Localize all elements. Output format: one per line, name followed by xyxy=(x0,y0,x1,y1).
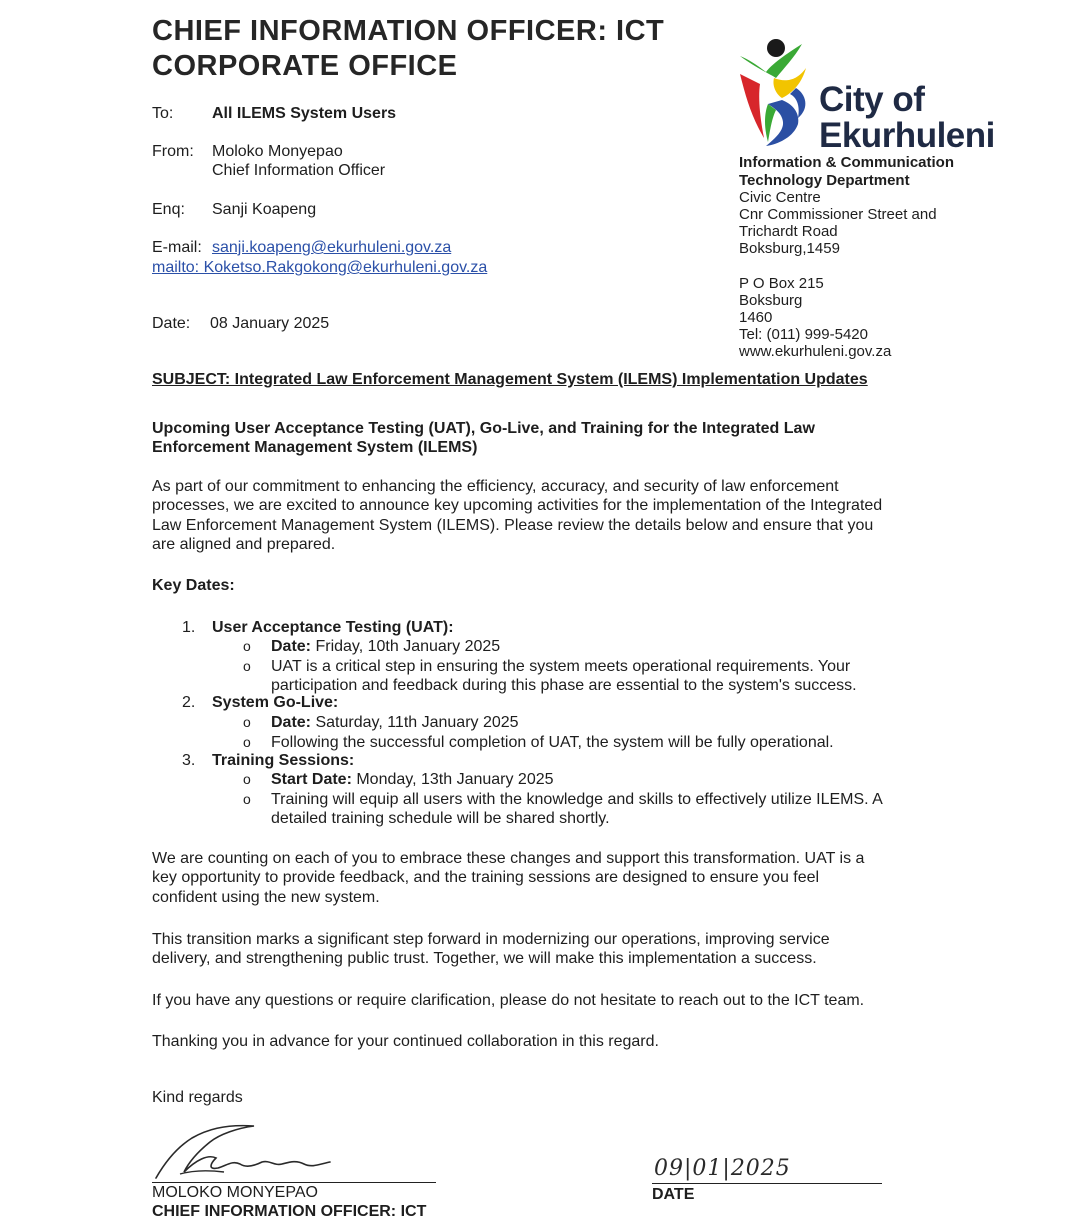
logo-text-ekurhuleni: Ekurhuleni xyxy=(819,116,995,155)
closing-paragraph-4: Thanking you in advance for your continued collaboration in this regard. xyxy=(152,1033,659,1050)
subject-line: SUBJECT: Integrated Law Enforcement Management System (ILEMS) Implementation Updates xyxy=(152,371,868,388)
to-label: To: xyxy=(152,105,174,122)
bullet-icon: o xyxy=(243,658,251,674)
mailto-link[interactable]: mailto: Koketso.Rakgokong@ekurhuleni.gov.za xyxy=(152,259,488,276)
address-line: Civic Centre xyxy=(739,189,821,206)
paragraph-line: Law Enforcement Management System (ILEMS). Please review the details below and ensure that you xyxy=(152,516,874,534)
department-line2: Technology Department xyxy=(739,172,910,189)
list-number: 2. xyxy=(182,694,196,711)
bullet-icon: o xyxy=(243,714,251,730)
date-caption: DATE xyxy=(652,1186,695,1203)
bullet-icon: o xyxy=(243,638,251,654)
paragraph-line: processes, we are excited to announce key upcoming activities for the implementation of the Integrated xyxy=(152,497,883,515)
intro-paragraph xyxy=(152,477,922,554)
enq-value: Sanji Koapeng xyxy=(212,201,317,218)
paragraph-line: are aligned and prepared. xyxy=(152,535,336,553)
logo-text-city-of: City of xyxy=(819,80,925,119)
list-item-note xyxy=(271,790,911,828)
to-value: All ILEMS System Users xyxy=(212,105,397,122)
department-line1: Information & Communication xyxy=(739,154,954,171)
handwritten-date: 09|01|2025 xyxy=(654,1156,791,1181)
postal-line: Boksburg xyxy=(739,292,803,309)
list-number: 1. xyxy=(182,619,196,636)
postal-line: 1460 xyxy=(739,309,773,326)
list-item-title: System Go-Live: xyxy=(212,694,339,711)
list-item-date xyxy=(271,770,911,789)
letterhead-title xyxy=(152,14,664,84)
closing-paragraph-2 xyxy=(152,930,922,969)
intro-heading-line1: Upcoming User Acceptance Testing (UAT), Go-Live, and Training for the Integrated Law xyxy=(152,420,815,437)
bullet-icon: o xyxy=(243,771,251,787)
list-item-title: Training Sessions: xyxy=(212,752,355,769)
date-label-bold: Date: xyxy=(271,714,312,731)
closing-paragraph-3: If you have any questions or require clarification, please do not hesitate to reach out to the ICT team. xyxy=(152,992,865,1009)
list-number: 3. xyxy=(182,752,196,769)
enq-label: Enq: xyxy=(152,201,185,218)
address-line: Boksburg,1459 xyxy=(739,240,840,257)
closing-paragraph-1 xyxy=(152,849,922,907)
note-line: Following the successful completion of UAT, the system will be fully operational. xyxy=(271,734,834,751)
paragraph-line: This transition marks a significant step forward in modernizing our operations, improving service xyxy=(152,931,830,948)
bullet-icon: o xyxy=(243,734,251,750)
date-label: Date: xyxy=(152,315,191,332)
letterhead-title-line1: CHIEF INFORMATION OFFICER: ICT xyxy=(152,15,665,47)
note-line: participation and feedback during this phase are essential to the system's success. xyxy=(271,677,857,694)
paragraph-line: confident using the new system. xyxy=(152,888,380,906)
list-item-date xyxy=(271,637,911,656)
date-text: Friday, 10th January 2025 xyxy=(311,638,501,655)
address-line: Trichardt Road xyxy=(739,223,838,240)
email-link[interactable]: sanji.koapeng@ekurhuleni.gov.za xyxy=(212,239,452,256)
date-line xyxy=(652,1183,882,1184)
list-item-date xyxy=(271,713,911,732)
list-item-title: User Acceptance Testing (UAT): xyxy=(212,619,454,636)
signature-icon xyxy=(150,1120,350,1182)
signatory-title: CHIEF INFORMATION OFFICER: ICT xyxy=(152,1203,427,1220)
date-label-bold: Start Date: xyxy=(271,771,352,788)
email-label: E-mail: xyxy=(152,239,202,256)
sign-off: Kind regards xyxy=(152,1089,243,1106)
letterhead-title-line2: CORPORATE OFFICE xyxy=(152,50,458,82)
postal-line: www.ekurhuleni.gov.za xyxy=(739,343,892,360)
date-text: Saturday, 11th January 2025 xyxy=(311,714,519,731)
city-of-ekurhuleni-logo-icon xyxy=(736,38,822,150)
postal-line: Tel: (011) 999-5420 xyxy=(739,326,868,343)
list-item-note xyxy=(271,733,911,752)
paragraph-line: delivery, and strengthening public trust. Together, we will make this implementation a success. xyxy=(152,950,817,968)
signatory-name: MOLOKO MONYEPAO xyxy=(152,1184,318,1201)
postal-line: P O Box 215 xyxy=(739,275,824,292)
date-text: Monday, 13th January 2025 xyxy=(351,771,554,788)
date-value: 08 January 2025 xyxy=(210,315,330,332)
date-label-bold: Date: xyxy=(271,638,312,655)
paragraph-line: key opportunity to provide feedback, and the training sessions are designed to ensure you feel xyxy=(152,869,820,887)
note-line: UAT is a critical step in ensuring the system meets operational requirements. Your xyxy=(271,658,851,675)
from-label: From: xyxy=(152,143,194,160)
from-name: Moloko Monyepao xyxy=(212,143,343,160)
key-dates-heading: Key Dates: xyxy=(152,577,235,594)
paragraph-line: As part of our commitment to enhancing the efficiency, accuracy, and security of law enforcement xyxy=(152,478,839,495)
address-line: Cnr Commissioner Street and xyxy=(739,206,937,223)
note-line: detailed training schedule will be shared shortly. xyxy=(271,810,610,827)
note-line: Training will equip all users with the knowledge and skills to effectively utilize ILEMS. A xyxy=(271,791,883,808)
from-title: Chief Information Officer xyxy=(212,162,386,179)
bullet-icon: o xyxy=(243,791,251,807)
list-item-note xyxy=(271,657,911,695)
intro-heading-line2: Enforcement Management System (ILEMS) xyxy=(152,439,478,456)
paragraph-line: We are counting on each of you to embrace these changes and support this transformation. UAT is a xyxy=(152,850,865,867)
